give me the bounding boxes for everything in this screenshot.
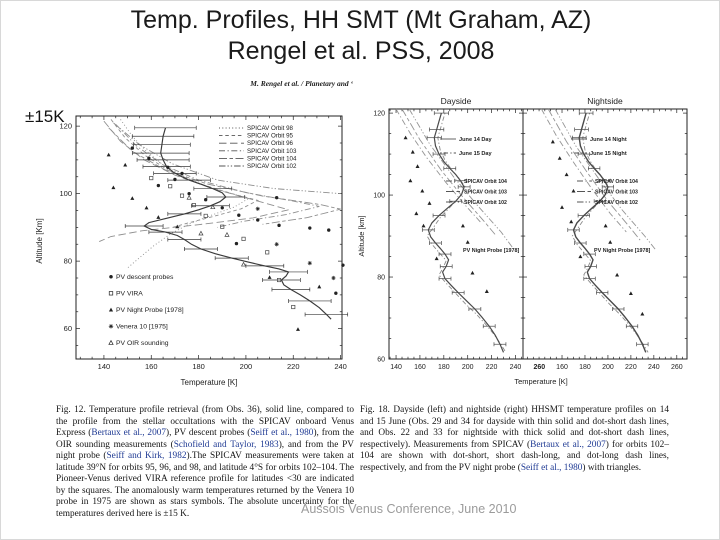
scatter-star — [256, 207, 336, 280]
caption-text: ).The SPICAV measurements were taken at latitude 39°N for orbits 95, 96, and 98, and latitude 4°S for orbits 102–104. The Pioneer-Venus derived VIRA reference profile for latitudes <30 are indicated by the squares. The anomalously warm temperatures returned by the Venera 10 probe in 1975 are shown as stars symbols. The absolute uncertainty for the temperatures derived here is ±15 K. — [56, 451, 355, 519]
page-subtitle: Rengel et al. PSS, 2008 — [227, 37, 495, 65]
svg-text:100: 100 — [373, 192, 385, 200]
scatter-filled-triangle — [107, 153, 322, 331]
svg-text:60: 60 — [63, 324, 72, 334]
legend — [219, 125, 297, 170]
journal-header: M. Rengel et al. / Planetary and ‘ — [250, 79, 353, 88]
svg-text:PV VIRA: PV VIRA — [116, 290, 143, 298]
uncertainty-note: ±15K — [25, 107, 65, 126]
svg-text:80: 80 — [63, 256, 72, 266]
svg-text:SPICAV Orbit 103: SPICAV Orbit 103 — [464, 189, 507, 196]
legend — [109, 274, 184, 347]
svg-text:SPICAV Orbit 102: SPICAV Orbit 102 — [464, 200, 507, 206]
svg-text:Nightside: Nightside — [587, 96, 623, 106]
svg-text:160: 160 — [556, 364, 568, 371]
svg-text:SPICAV Orbit 103: SPICAV Orbit 103 — [595, 189, 638, 196]
scatter-open-triangle — [187, 196, 245, 267]
svg-text:June 15 Day: June 15 Day — [459, 151, 492, 157]
series-hhsmt-obs-36 — [144, 128, 331, 319]
svg-text:SPICAV Orbit 98: SPICAV Orbit 98 — [247, 125, 293, 132]
svg-text:June 14 Night: June 14 Night — [590, 137, 627, 143]
legend — [577, 179, 638, 206]
svg-text:140: 140 — [390, 364, 402, 371]
citation-link[interactable]: Seiff and Kirk, 1982 — [106, 451, 187, 462]
svg-text:160: 160 — [414, 364, 426, 371]
svg-text:SPICAV Orbit 104: SPICAV Orbit 104 — [247, 155, 297, 163]
fig18-caption — [360, 405, 669, 474]
panel-0 — [59, 116, 346, 371]
svg-text:Temperature [K]: Temperature [K] — [180, 378, 238, 387]
svg-text:PV Night Probe [1978]: PV Night Probe [1978] — [116, 307, 184, 314]
page-title: Temp. Profiles, HH SMT (Mt Graham, AZ) — [130, 6, 592, 34]
citation-link[interactable]: Schofield and Taylor, 1983 — [173, 439, 279, 450]
svg-text:260: 260 — [670, 364, 683, 371]
svg-text:PV descent probes: PV descent probes — [116, 274, 174, 281]
citation-link[interactable]: Bertaux et al., 2007 — [91, 428, 167, 439]
error-bars — [568, 111, 648, 346]
series-spicav-orbit-104-night — [541, 109, 626, 232]
svg-text:120: 120 — [373, 110, 385, 118]
caption-text: ) for orbits 102–104 are shown with dot-short, short dash-long, and dot-long dash lines, respectively, and from the PV night probe ( — [360, 439, 669, 473]
svg-text:220: 220 — [485, 364, 498, 371]
svg-text:SPICAV Orbit 104: SPICAV Orbit 104 — [464, 179, 507, 185]
svg-text:60: 60 — [377, 356, 385, 364]
caption-text: ), from the OIR sounding measurements ( — [56, 428, 354, 450]
series-spicav-orbit-103-day — [402, 109, 496, 236]
series-june-14-night — [574, 113, 646, 352]
error-bars — [125, 126, 347, 317]
citation-link[interactable]: Seiff et al., 1980 — [250, 428, 314, 439]
svg-text:220: 220 — [286, 362, 300, 371]
svg-text:120: 120 — [59, 121, 72, 131]
svg-text:80: 80 — [377, 274, 385, 282]
scatter-filled-triangle — [404, 136, 489, 293]
svg-text:180: 180 — [579, 364, 591, 371]
caption-text: ), and from the PV night probe ( — [56, 439, 354, 462]
svg-text:Altitude [Km]: Altitude [Km] — [35, 218, 44, 264]
caption-text: Fig. 18. Dayside (left) and nightside (right) HHSMT temperature profiles on 14 and 15 June (Obs. 29 and 34 for dayside with thin solid and dot-short dash lines, and Obs. 22 and 33 for nightside with thick solid and dot-short dash lines, respectively). Measurements from SPICAV ( — [360, 405, 669, 450]
legend — [440, 137, 493, 157]
svg-text:PV OIR sounding: PV OIR sounding — [116, 340, 169, 347]
svg-text:June 14 Day: June 14 Day — [459, 137, 492, 143]
series-spicav-orbit-98 — [121, 119, 249, 268]
svg-text:SPICAV Orbit 104: SPICAV Orbit 104 — [595, 179, 638, 185]
svg-text:PV Night Probe [1978]: PV Night Probe [1978] — [463, 248, 520, 254]
series-spicav-orbit-103-night — [548, 109, 640, 240]
svg-text:240: 240 — [334, 362, 347, 371]
scatter-open-square — [150, 176, 295, 308]
svg-text:SPICAV Orbit 103: SPICAV Orbit 103 — [247, 147, 297, 155]
svg-text:140: 140 — [97, 362, 111, 371]
svg-text:260: 260 — [533, 364, 546, 371]
svg-text:PV Night Probe [1978]: PV Night Probe [1978] — [594, 248, 651, 254]
svg-text:240: 240 — [647, 364, 660, 371]
svg-text:SPICAV Orbit 102: SPICAV Orbit 102 — [247, 163, 297, 170]
svg-text:220: 220 — [625, 364, 637, 371]
svg-text:240: 240 — [509, 364, 522, 371]
series-june-15-night — [572, 113, 648, 352]
caption-text: ), PV descent probes ( — [166, 428, 251, 439]
svg-text:180: 180 — [437, 364, 450, 371]
svg-text:SPICAV Orbit 96: SPICAV Orbit 96 — [247, 140, 293, 148]
svg-text:SPICAV Orbit 95: SPICAV Orbit 95 — [247, 132, 293, 140]
fig12-plot — [31, 101, 351, 401]
caption-text: Fig. 12. Temperature profile retrieval (from Obs. 36), solid line, compared to the profile from the stellar occultations with the SPICAV onboard Venus Express ( — [56, 405, 354, 439]
citation-link[interactable]: Bertaux et al., 2007 — [530, 439, 606, 450]
svg-text:Altitude [km]: Altitude [km] — [357, 215, 366, 257]
series-spicav-orbit-95 — [111, 119, 258, 228]
svg-text:200: 200 — [602, 364, 614, 371]
svg-text:Temperature [K]: Temperature [K] — [514, 377, 568, 386]
svg-text:180: 180 — [192, 362, 205, 371]
svg-text:160: 160 — [144, 362, 158, 371]
citation-link[interactable]: Seiff et al., 1980 — [520, 462, 583, 473]
caption-text: ) with triangles. — [582, 462, 642, 473]
slide-footer: Aussois Venus Conference, June 2010 — [301, 502, 517, 516]
svg-text:100: 100 — [59, 189, 72, 199]
error-bars — [422, 111, 506, 346]
svg-text:200: 200 — [461, 364, 474, 371]
svg-text:Venera 10 [1975]: Venera 10 [1975] — [116, 323, 168, 331]
fig18-plot — [356, 96, 696, 396]
svg-text:SPICAV Orbit 102: SPICAV Orbit 102 — [595, 200, 638, 206]
svg-text:June 15 Night: June 15 Night — [590, 151, 627, 157]
svg-text:Dayside: Dayside — [440, 96, 472, 106]
svg-text:200: 200 — [239, 362, 253, 371]
legend — [446, 179, 507, 206]
